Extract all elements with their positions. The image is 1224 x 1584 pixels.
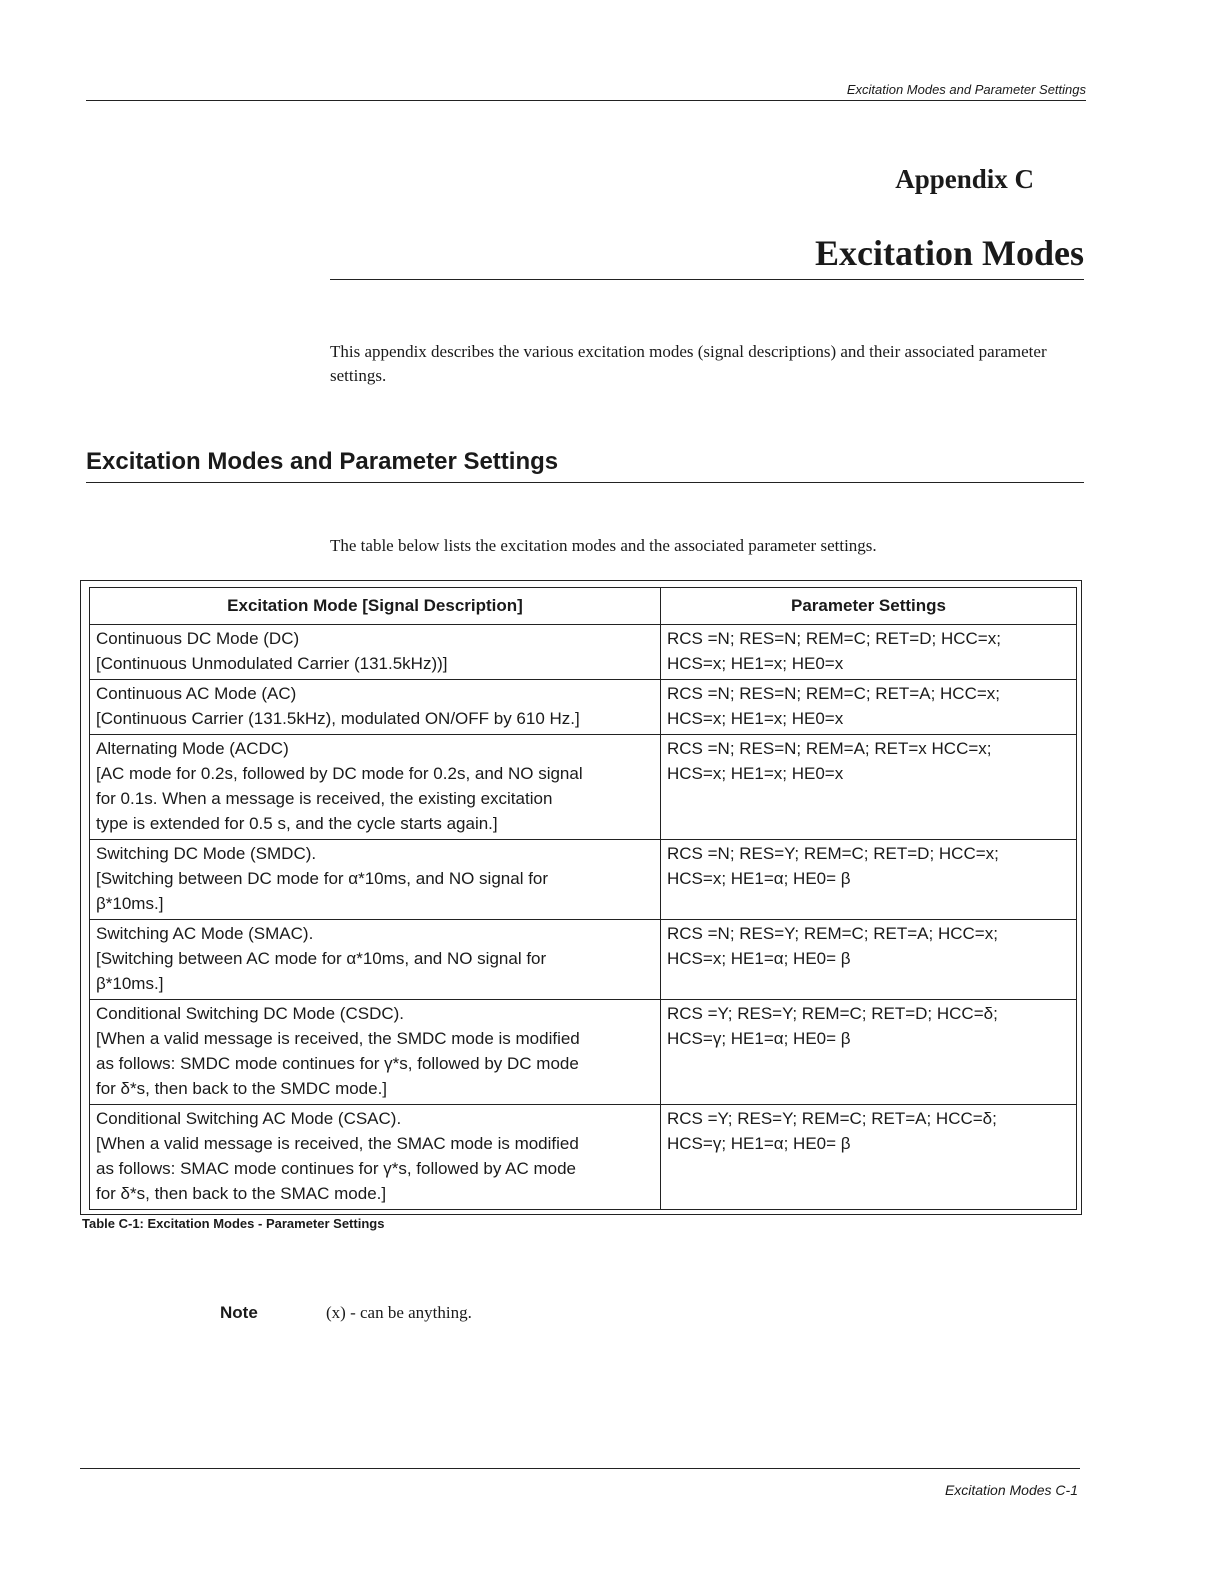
mode-line: [Continuous Carrier (131.5kHz), modulated ON/OFF by 610 Hz.] (96, 709, 580, 728)
mode-line: Switching DC Mode (SMDC). (96, 844, 317, 863)
params-line: HCS=x; HE1=α; HE0= β (667, 949, 851, 968)
excitation-modes-table (89, 587, 1077, 1210)
chapter-title: Excitation Modes (815, 233, 1084, 273)
running-header: Excitation Modes and Parameter Settings (846, 82, 1086, 97)
table-body (90, 625, 1077, 1210)
cell-mode (90, 625, 661, 680)
mode-line: Alternating Mode (ACDC) (96, 739, 289, 758)
params-line: RCS =N; RES=Y; REM=C; RET=D; HCC=x; (667, 844, 999, 863)
mode-line: type is extended for 0.5 s, and the cycle starts again.] (96, 814, 498, 833)
mode-line: [When a valid message is received, the SMAC mode is modified (96, 1134, 579, 1153)
table-row (90, 1105, 1077, 1210)
cell-params (661, 1105, 1077, 1210)
mode-line: [Switching between DC mode for α*10ms, and NO signal for (96, 869, 549, 888)
params-line: HCS=x; HE1=x; HE0=x (667, 654, 844, 673)
table-row (90, 735, 1077, 840)
cell-mode (90, 680, 661, 735)
table-row (90, 680, 1077, 735)
table-frame (80, 580, 1082, 1215)
params-line: RCS =N; RES=N; REM=C; RET=A; HCC=x; (667, 684, 1000, 703)
params-line: RCS =Y; RES=Y; REM=C; RET=D; HCC=δ; (667, 1004, 998, 1023)
mode-line: as follows: SMAC mode continues for γ*s, followed by AC mode (96, 1159, 576, 1178)
mode-line: [When a valid message is received, the SMDC mode is modified (96, 1029, 580, 1048)
mode-line: [Continuous Unmodulated Carrier (131.5kHz))] (96, 654, 448, 673)
mode-line: Conditional Switching DC Mode (CSDC). (96, 1004, 405, 1023)
page-footer: Excitation Modes C-1 (944, 1482, 1078, 1498)
params-line: RCS =N; RES=Y; REM=C; RET=A; HCC=x; (667, 924, 998, 943)
mode-line: β*10ms.] (96, 894, 164, 913)
params-line: HCS=γ; HE1=α; HE0= β (667, 1134, 851, 1153)
params-line: HCS=x; HE1=x; HE0=x (667, 709, 844, 728)
cell-params (661, 735, 1077, 840)
params-line: RCS =N; RES=N; REM=C; RET=D; HCC=x; (667, 629, 1001, 648)
column-header-mode: Excitation Mode [Signal Description] (90, 588, 661, 625)
cell-mode (90, 840, 661, 920)
mode-line: for 0.1s. When a message is received, the existing excitation (96, 789, 553, 808)
mode-line: for δ*s, then back to the SMAC mode.] (96, 1184, 387, 1203)
cell-params (661, 920, 1077, 1000)
params-line: RCS =Y; RES=Y; REM=C; RET=A; HCC=δ; (667, 1109, 997, 1128)
note-text: (x) - can be anything. (326, 1303, 472, 1322)
table-header-row (90, 588, 1077, 625)
mode-line: [Switching between AC mode for α*10ms, and NO signal for (96, 949, 547, 968)
intro-paragraph: This appendix describes the various excitation modes (signal descriptions) and their associated parameter settings. (330, 342, 1047, 385)
header-rule (86, 100, 1086, 101)
params-line: HCS=x; HE1=x; HE0=x (667, 764, 844, 783)
table-row (90, 920, 1077, 1000)
table-intro: The table below lists the excitation modes and the associated parameter settings. (330, 536, 877, 555)
section-title: Excitation Modes and Parameter Settings (86, 448, 559, 475)
table-caption: Table C-1: Excitation Modes - Parameter Settings (82, 1216, 385, 1231)
mode-line: as follows: SMDC mode continues for γ*s, followed by DC mode (96, 1054, 579, 1073)
cell-params (661, 680, 1077, 735)
mode-line: for δ*s, then back to the SMDC mode.] (96, 1079, 388, 1098)
mode-line: Switching AC Mode (SMAC). (96, 924, 314, 943)
cell-params (661, 625, 1077, 680)
appendix-label: Appendix C (895, 164, 1034, 194)
cell-mode (90, 920, 661, 1000)
table-row (90, 840, 1077, 920)
table-row (90, 1000, 1077, 1105)
footer-rule (80, 1468, 1080, 1469)
cell-mode (90, 1000, 661, 1105)
mode-line: Continuous DC Mode (DC) (96, 629, 300, 648)
params-line: HCS=γ; HE1=α; HE0= β (667, 1029, 851, 1048)
cell-params (661, 840, 1077, 920)
cell-mode (90, 1105, 661, 1210)
mode-line: β*10ms.] (96, 974, 164, 993)
cell-params (661, 1000, 1077, 1105)
section-title-rule (86, 482, 1084, 483)
chapter-title-rule (330, 279, 1084, 280)
mode-line: [AC mode for 0.2s, followed by DC mode for 0.2s, and NO signal (96, 764, 583, 783)
params-line: RCS =N; RES=N; REM=A; RET=x HCC=x; (667, 739, 992, 758)
params-line: HCS=x; HE1=α; HE0= β (667, 869, 851, 888)
cell-mode (90, 735, 661, 840)
column-header-params: Parameter Settings (661, 588, 1077, 625)
mode-line: Continuous AC Mode (AC) (96, 684, 297, 703)
note-label: Note (220, 1303, 258, 1322)
mode-line: Conditional Switching AC Mode (CSAC). (96, 1109, 402, 1128)
table-row (90, 625, 1077, 680)
